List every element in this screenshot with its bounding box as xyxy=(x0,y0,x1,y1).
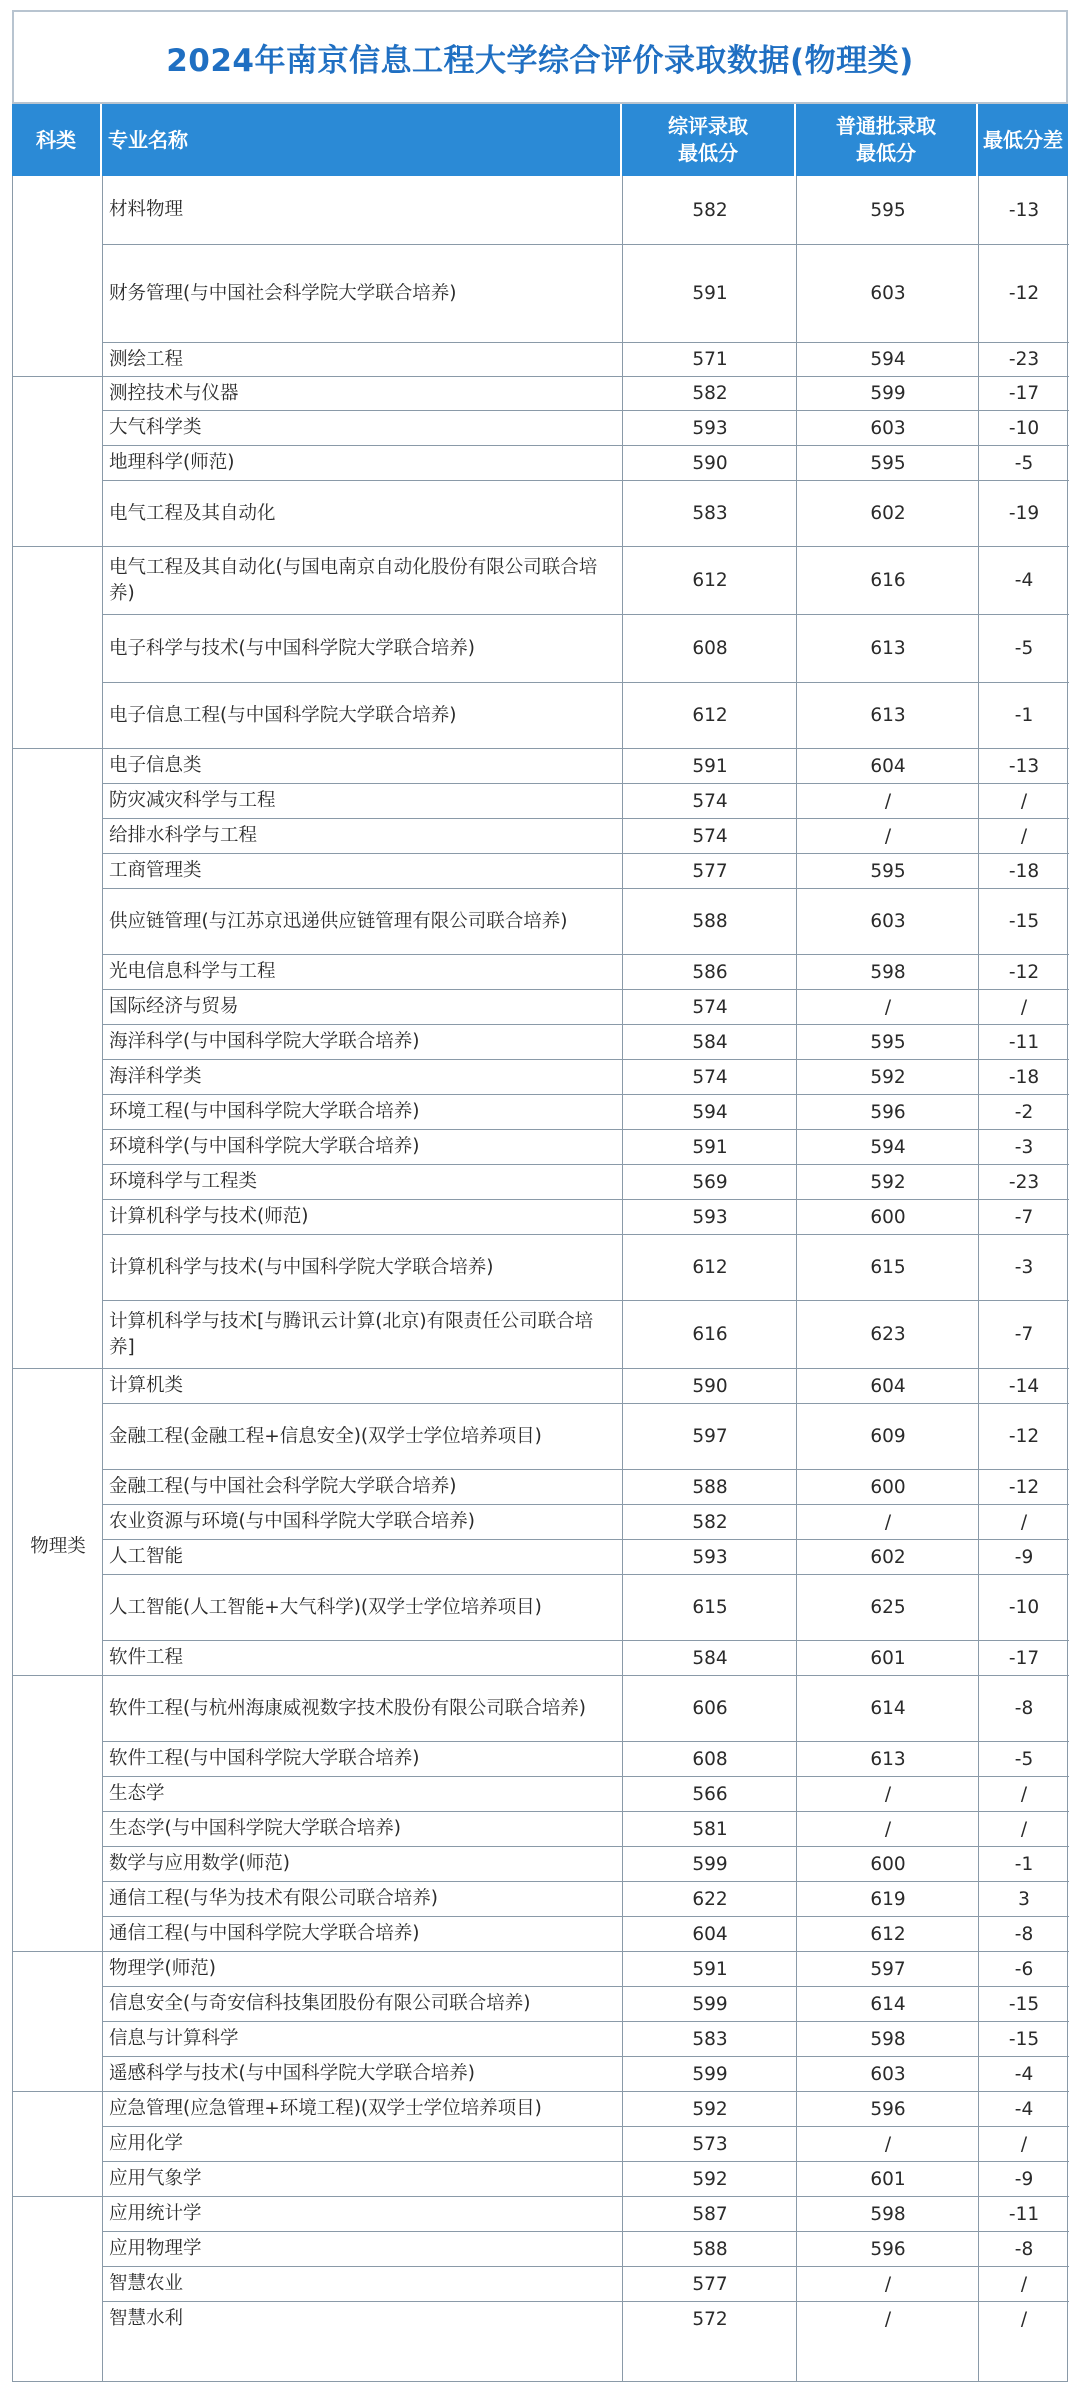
regular-score-cell: / xyxy=(884,790,892,812)
table-row xyxy=(103,1059,1069,1094)
comprehensive-score-cell: 586 xyxy=(692,961,728,983)
major-cell: 国际经济与贸易 xyxy=(109,996,239,1017)
category-group-divider xyxy=(13,546,103,547)
regular-score-cell: 609 xyxy=(870,1426,906,1447)
score-diff-cell: -23 xyxy=(1008,1171,1040,1193)
score-diff-cell: / xyxy=(1020,996,1028,1018)
score-diff-cell: -15 xyxy=(1008,1993,1040,2015)
score-diff-cell: -12 xyxy=(1008,961,1040,983)
header-pt-text: 普通批录取 最低分 xyxy=(836,114,936,165)
category-group-divider xyxy=(13,376,103,377)
comprehensive-score-cell: 612 xyxy=(692,705,728,726)
comprehensive-score-cell: 615 xyxy=(692,1597,728,1618)
table-row xyxy=(103,1846,1069,1881)
major-cell: 测控技术与仪器 xyxy=(109,382,239,404)
score-diff-cell: -12 xyxy=(1008,1426,1040,1447)
regular-score-cell: 600 xyxy=(870,1476,906,1498)
comprehensive-score-cell: 581 xyxy=(692,1818,728,1840)
major-cell: 农业资源与环境(与中国科学院大学联合培养) xyxy=(109,1511,475,1532)
comprehensive-score-cell: 588 xyxy=(692,1476,728,1498)
category-group-divider xyxy=(13,1951,103,1952)
major-cell: 海洋科学(与中国科学院大学联合培养) xyxy=(109,1031,420,1052)
score-diff-cell: -23 xyxy=(1008,349,1040,370)
regular-score-cell: 603 xyxy=(870,283,906,304)
header-major: 专业名称 xyxy=(102,104,622,176)
comprehensive-score-cell: 608 xyxy=(692,638,728,659)
major-cell: 金融工程(与中国社会科学院大学联合培养) xyxy=(109,1476,457,1497)
score-diff-cell: -5 xyxy=(1014,1748,1034,1770)
major-cell: 电子信息工程(与中国科学院大学联合培养) xyxy=(109,704,457,726)
regular-score-cell: 597 xyxy=(870,1958,906,1980)
score-diff-cell: -15 xyxy=(1008,2028,1040,2050)
comprehensive-score-cell: 588 xyxy=(692,2238,728,2260)
table-row xyxy=(103,1811,1069,1846)
table-row xyxy=(103,445,1069,480)
score-diff-cell: -18 xyxy=(1008,1066,1040,1088)
regular-score-cell: 604 xyxy=(870,755,906,777)
comprehensive-score-cell: 604 xyxy=(692,1923,728,1945)
major-cell: 环境科学(与中国科学院大学联合培养) xyxy=(109,1136,420,1157)
comprehensive-score-cell: 622 xyxy=(692,1888,728,1910)
comprehensive-score-cell: 591 xyxy=(692,1136,728,1158)
table-row xyxy=(103,2266,1069,2301)
comprehensive-score-cell: 584 xyxy=(692,1031,728,1053)
comprehensive-score-cell: 574 xyxy=(692,1066,728,1088)
table-row xyxy=(103,954,1069,989)
score-diff-cell: -17 xyxy=(1008,383,1040,404)
regular-score-cell: 603 xyxy=(870,417,906,439)
table-row xyxy=(103,1094,1069,1129)
score-diff-cell: -10 xyxy=(1008,1597,1040,1618)
table-row xyxy=(103,989,1069,1024)
regular-score-cell: 598 xyxy=(870,961,906,983)
major-cell: 遥感科学与技术(与中国科学院大学联合培养) xyxy=(109,2063,475,2084)
score-diff-cell: -7 xyxy=(1014,1206,1034,1228)
regular-score-cell: / xyxy=(884,1818,892,1840)
table-row xyxy=(103,1504,1069,1539)
score-diff-cell: -6 xyxy=(1014,1958,1034,1980)
score-diff-cell: -14 xyxy=(1008,1375,1040,1397)
comprehensive-score-cell: 582 xyxy=(692,1511,728,1533)
comprehensive-score-cell: 616 xyxy=(692,1324,728,1345)
table-row xyxy=(103,1199,1069,1234)
table-row xyxy=(103,1916,1069,1951)
major-cell: 智慧农业 xyxy=(109,2273,184,2294)
table-row xyxy=(103,1368,1069,1403)
score-diff-cell: -13 xyxy=(1008,199,1040,221)
major-cell: 海洋科学类 xyxy=(109,1066,202,1087)
comprehensive-score-cell: 588 xyxy=(692,911,728,932)
regular-score-cell: 602 xyxy=(870,503,906,524)
major-cell: 防灾减灾科学与工程 xyxy=(109,790,276,811)
comprehensive-score-cell: 582 xyxy=(692,199,728,221)
header-comprehensive-min-score xyxy=(622,104,796,176)
score-diff-cell: -13 xyxy=(1008,755,1040,777)
score-diff-cell: -11 xyxy=(1008,2203,1040,2225)
score-diff-cell: -4 xyxy=(1014,2063,1034,2085)
score-diff-cell: -8 xyxy=(1014,2238,1034,2260)
regular-score-cell: / xyxy=(884,996,892,1018)
score-diff-cell: -5 xyxy=(1014,638,1034,659)
regular-score-cell: 595 xyxy=(870,860,906,882)
score-diff-cell: -4 xyxy=(1014,2098,1034,2120)
major-cell: 电子信息类 xyxy=(109,755,202,776)
table-row xyxy=(103,1675,1069,1741)
table-row xyxy=(103,1129,1069,1164)
regular-score-cell: / xyxy=(884,2308,892,2330)
table-row xyxy=(103,2056,1069,2091)
regular-score-cell: 601 xyxy=(870,1647,906,1669)
major-cell: 信息安全(与奇安信科技集团股份有限公司联合培养) xyxy=(109,1993,531,2014)
regular-score-cell: 615 xyxy=(870,1257,906,1278)
table-row xyxy=(103,2091,1069,2126)
comprehensive-score-cell: 591 xyxy=(692,283,728,304)
regular-score-cell: 592 xyxy=(870,1066,906,1088)
regular-score-cell: 614 xyxy=(870,1993,906,2015)
comprehensive-score-cell: 574 xyxy=(692,825,728,847)
comprehensive-score-cell: 577 xyxy=(692,860,728,882)
major-cell: 生态学(与中国科学院大学联合培养) xyxy=(109,1818,401,1839)
regular-score-cell: 595 xyxy=(870,452,906,474)
comprehensive-score-cell: 599 xyxy=(692,1853,728,1875)
category-group-divider xyxy=(13,1675,103,1676)
table-row xyxy=(103,342,1069,376)
score-diff-cell: -18 xyxy=(1008,860,1040,882)
score-diff-cell: 3 xyxy=(1018,1888,1030,1910)
regular-score-cell: 599 xyxy=(870,383,906,404)
score-diff-cell: / xyxy=(1020,1511,1028,1533)
category-group-divider xyxy=(13,2196,103,2197)
major-cell: 地理科学(师范) xyxy=(109,452,235,473)
major-cell: 电气工程及其自动化(与国电南京自动化股份有限公司联合培养) xyxy=(109,556,598,604)
comprehensive-score-cell: 574 xyxy=(692,790,728,812)
comprehensive-score-cell: 569 xyxy=(692,1171,728,1193)
comprehensive-score-cell: 591 xyxy=(692,1958,728,1980)
major-cell: 信息与计算科学 xyxy=(109,2028,239,2049)
regular-score-cell: 596 xyxy=(870,2238,906,2260)
comprehensive-score-cell: 592 xyxy=(692,2168,728,2190)
table-row xyxy=(103,1986,1069,2021)
table-row xyxy=(103,410,1069,445)
table-row xyxy=(103,2196,1069,2231)
table-row xyxy=(103,2231,1069,2266)
table-row xyxy=(103,1469,1069,1504)
regular-score-cell: 625 xyxy=(870,1597,906,1618)
comprehensive-score-cell: 573 xyxy=(692,2133,728,2155)
category-group-divider xyxy=(13,2091,103,2092)
table-row xyxy=(103,244,1069,342)
score-diff-cell: / xyxy=(1020,2273,1028,2295)
major-cell: 数学与应用数学(师范) xyxy=(109,1853,290,1874)
major-cell: 人工智能 xyxy=(109,1546,184,1567)
comprehensive-score-cell: 587 xyxy=(692,2203,728,2225)
table-row xyxy=(103,682,1069,748)
major-cell: 应用气象学 xyxy=(109,2168,202,2189)
regular-score-cell: / xyxy=(884,1783,892,1805)
score-diff-cell: / xyxy=(1020,825,1028,847)
comprehensive-score-cell: 608 xyxy=(692,1748,728,1770)
table-row xyxy=(103,1741,1069,1776)
major-cell: 工商管理类 xyxy=(109,860,202,881)
table-row xyxy=(103,480,1069,546)
table-header xyxy=(12,104,1068,176)
comprehensive-score-cell: 594 xyxy=(692,1101,728,1123)
score-diff-cell: -17 xyxy=(1008,1647,1040,1669)
score-diff-cell: -12 xyxy=(1008,1476,1040,1498)
table-row xyxy=(103,1640,1069,1675)
regular-score-cell: / xyxy=(884,825,892,847)
regular-score-cell: 613 xyxy=(870,705,906,726)
comprehensive-score-cell: 597 xyxy=(692,1426,728,1447)
comprehensive-score-cell: 606 xyxy=(692,1698,728,1719)
score-diff-cell: / xyxy=(1020,790,1028,812)
page-title: 2024年南京信息工程大学综合评价录取数据(物理类) xyxy=(12,10,1068,104)
table-row xyxy=(103,1234,1069,1300)
table-row xyxy=(103,1164,1069,1199)
regular-score-cell: 594 xyxy=(870,1136,906,1158)
score-diff-cell: -19 xyxy=(1008,503,1040,524)
score-diff-cell: -3 xyxy=(1014,1136,1034,1158)
comprehensive-score-cell: 590 xyxy=(692,1375,728,1397)
comprehensive-score-cell: 593 xyxy=(692,417,728,439)
comprehensive-score-cell: 583 xyxy=(692,2028,728,2050)
header-score-diff: 最低分差 xyxy=(983,127,1063,152)
major-cell: 电子科学与技术(与中国科学院大学联合培养) xyxy=(109,637,475,659)
header-category: 科类 xyxy=(12,104,102,176)
score-diff-cell: -11 xyxy=(1008,1031,1040,1053)
table-row xyxy=(103,853,1069,888)
regular-score-cell: 612 xyxy=(870,1923,906,1945)
major-cell: 软件工程(与杭州海康威视数字技术股份有限公司联合培养) xyxy=(109,1697,586,1719)
score-diff-cell: / xyxy=(1020,2308,1028,2330)
table-row xyxy=(103,2021,1069,2056)
major-cell: 计算机类 xyxy=(109,1375,184,1396)
score-diff-cell: -15 xyxy=(1008,911,1040,932)
admission-table xyxy=(12,10,1068,2382)
table-row xyxy=(103,1574,1069,1640)
major-cell: 环境科学与工程类 xyxy=(109,1171,258,1192)
regular-score-cell: 603 xyxy=(870,911,906,932)
category-group-divider xyxy=(13,748,103,749)
regular-score-cell: 600 xyxy=(870,1853,906,1875)
regular-score-cell: 613 xyxy=(870,1748,906,1770)
major-cell: 大气科学类 xyxy=(109,417,202,438)
table-row xyxy=(103,783,1069,818)
major-cell: 物理学(师范) xyxy=(109,1958,216,1979)
table-row xyxy=(103,1881,1069,1916)
major-cell: 光电信息科学与工程 xyxy=(109,961,276,982)
score-diff-cell: -2 xyxy=(1014,1101,1034,1123)
score-diff-cell: / xyxy=(1020,1783,1028,1805)
regular-score-cell: 598 xyxy=(870,2203,906,2225)
comprehensive-score-cell: 590 xyxy=(692,452,728,474)
comprehensive-score-cell: 582 xyxy=(692,383,728,404)
comprehensive-score-cell: 574 xyxy=(692,996,728,1018)
table-row xyxy=(103,546,1069,614)
major-cell: 金融工程(金融工程+信息安全)(双学士学位培养项目) xyxy=(109,1425,542,1447)
regular-score-cell: 601 xyxy=(870,2168,906,2190)
category-cell: 物理类 xyxy=(30,1536,86,1557)
regular-score-cell: / xyxy=(884,2273,892,2295)
regular-score-cell: 592 xyxy=(870,1171,906,1193)
major-cell: 应急管理(应急管理+环境工程)(双学士学位培养项目) xyxy=(109,2098,542,2119)
comprehensive-score-cell: 591 xyxy=(692,755,728,777)
major-cell: 生态学 xyxy=(109,1783,165,1804)
regular-score-cell: 603 xyxy=(870,2063,906,2085)
regular-score-cell: 596 xyxy=(870,1101,906,1123)
table-row xyxy=(103,176,1069,244)
table-row xyxy=(103,1776,1069,1811)
table-body xyxy=(12,176,1068,2382)
table-row xyxy=(103,818,1069,853)
table-row xyxy=(103,888,1069,954)
score-diff-cell: -12 xyxy=(1008,283,1040,304)
header-zp-text: 综评录取 最低分 xyxy=(668,114,748,165)
comprehensive-score-cell: 566 xyxy=(692,1783,728,1805)
table-row xyxy=(103,1024,1069,1059)
comprehensive-score-cell: 612 xyxy=(692,1257,728,1278)
table-row xyxy=(103,2126,1069,2161)
table-row xyxy=(103,2301,1069,2336)
regular-score-cell: 594 xyxy=(870,349,906,370)
major-cell: 软件工程 xyxy=(109,1647,184,1668)
score-diff-cell: -5 xyxy=(1014,452,1034,474)
regular-score-cell: / xyxy=(884,2133,892,2155)
major-cell: 材料物理 xyxy=(109,199,184,220)
regular-score-cell: 596 xyxy=(870,2098,906,2120)
major-cell: 应用物理学 xyxy=(109,2238,202,2259)
score-diff-cell: -9 xyxy=(1014,2168,1034,2190)
major-cell: 通信工程(与华为技术有限公司联合培养) xyxy=(109,1888,438,1909)
score-diff-cell: -4 xyxy=(1014,570,1034,591)
major-cell: 应用统计学 xyxy=(109,2203,202,2224)
major-cell: 给排水科学与工程 xyxy=(109,825,258,846)
major-cell: 软件工程(与中国科学院大学联合培养) xyxy=(109,1748,420,1769)
comprehensive-score-cell: 592 xyxy=(692,2098,728,2120)
score-diff-cell: -7 xyxy=(1014,1324,1034,1345)
major-cell: 电气工程及其自动化 xyxy=(109,502,276,524)
regular-score-cell: 613 xyxy=(870,638,906,659)
score-diff-cell: / xyxy=(1020,1818,1028,1840)
regular-score-cell: 604 xyxy=(870,1375,906,1397)
header-regular-min-score xyxy=(796,104,978,176)
regular-score-cell: 598 xyxy=(870,2028,906,2050)
regular-score-cell: 623 xyxy=(870,1324,906,1345)
score-diff-cell: -3 xyxy=(1014,1257,1034,1278)
regular-score-cell: 595 xyxy=(870,199,906,221)
major-cell: 测绘工程 xyxy=(109,348,184,370)
major-cell: 应用化学 xyxy=(109,2133,184,2154)
table-row xyxy=(103,1951,1069,1986)
score-diff-cell: -10 xyxy=(1008,417,1040,439)
comprehensive-score-cell: 593 xyxy=(692,1206,728,1228)
table-row xyxy=(103,614,1069,682)
comprehensive-score-cell: 577 xyxy=(692,2273,728,2295)
score-diff-cell: -8 xyxy=(1014,1923,1034,1945)
major-cell: 通信工程(与中国科学院大学联合培养) xyxy=(109,1923,420,1944)
table-row xyxy=(103,1300,1069,1368)
regular-score-cell: / xyxy=(884,1511,892,1533)
comprehensive-score-cell: 572 xyxy=(692,2308,728,2330)
major-cell: 计算机科学与技术[与腾讯云计算(北京)有限责任公司联合培养] xyxy=(109,1310,594,1358)
category-group-divider xyxy=(13,1368,103,1369)
comprehensive-score-cell: 584 xyxy=(692,1647,728,1669)
table-row xyxy=(103,376,1069,410)
comprehensive-score-cell: 599 xyxy=(692,2063,728,2085)
table-row xyxy=(103,2161,1069,2196)
regular-score-cell: 600 xyxy=(870,1206,906,1228)
major-cell: 智慧水利 xyxy=(109,2308,184,2329)
comprehensive-score-cell: 599 xyxy=(692,1993,728,2015)
major-cell: 财务管理(与中国社会科学院大学联合培养) xyxy=(109,282,457,304)
major-cell: 供应链管理(与江苏京迅递供应链管理有限公司联合培养) xyxy=(109,910,568,932)
score-diff-cell: -1 xyxy=(1014,705,1034,726)
score-diff-cell: -1 xyxy=(1014,1853,1034,1875)
comprehensive-score-cell: 571 xyxy=(692,349,728,370)
comprehensive-score-cell: 612 xyxy=(692,570,728,591)
score-diff-cell: / xyxy=(1020,2133,1028,2155)
regular-score-cell: 614 xyxy=(870,1698,906,1719)
major-cell: 计算机科学与技术(师范) xyxy=(109,1206,309,1227)
comprehensive-score-cell: 583 xyxy=(692,503,728,524)
score-diff-cell: -9 xyxy=(1014,1546,1034,1568)
table-row xyxy=(103,1539,1069,1574)
major-cell: 计算机科学与技术(与中国科学院大学联合培养) xyxy=(109,1256,494,1278)
major-cell: 人工智能(人工智能+大气科学)(双学士学位培养项目) xyxy=(109,1596,542,1618)
regular-score-cell: 595 xyxy=(870,1031,906,1053)
comprehensive-score-cell: 593 xyxy=(692,1546,728,1568)
regular-score-cell: 616 xyxy=(870,570,906,591)
score-diff-cell: -8 xyxy=(1014,1698,1034,1719)
table-row xyxy=(103,1403,1069,1469)
regular-score-cell: 619 xyxy=(870,1888,906,1910)
table-row xyxy=(103,748,1069,783)
major-cell: 环境工程(与中国科学院大学联合培养) xyxy=(109,1101,420,1122)
regular-score-cell: 602 xyxy=(870,1546,906,1568)
